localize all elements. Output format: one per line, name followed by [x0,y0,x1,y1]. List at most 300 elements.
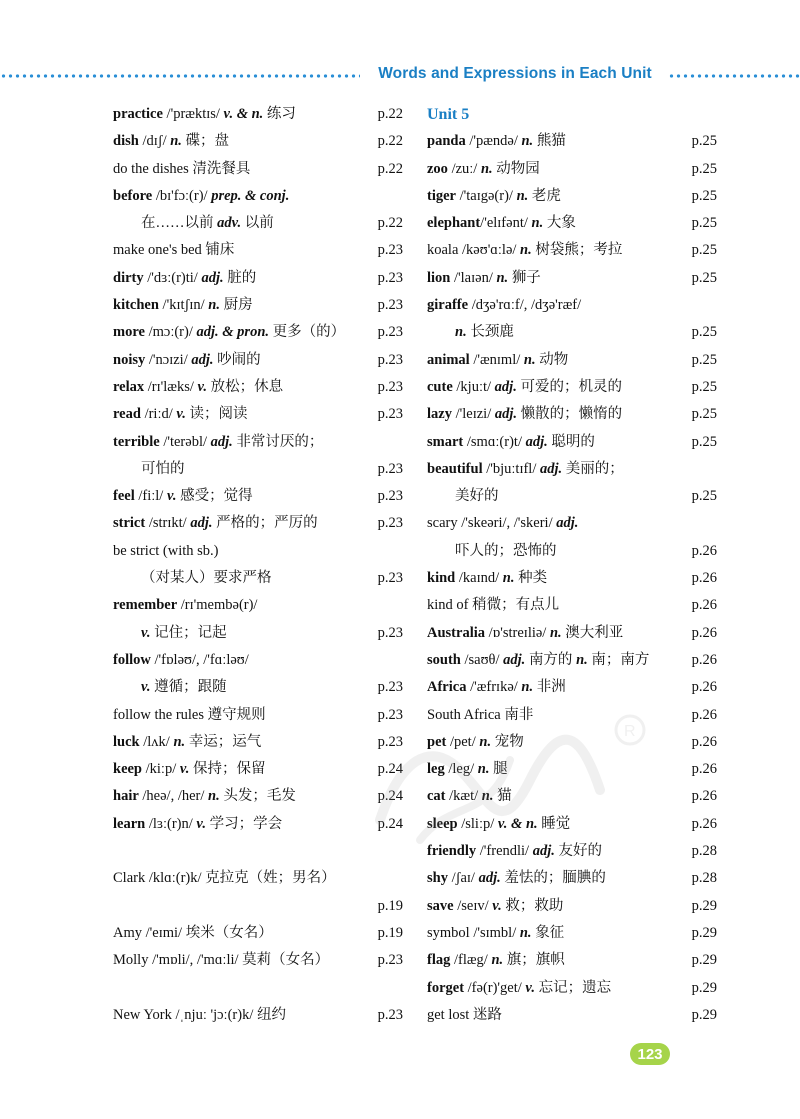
vocabulary-entry [113,483,403,510]
part-of-speech: adj. [201,269,224,286]
headword: animal [427,351,470,368]
entry-text [113,729,261,756]
headword: strict [113,515,146,532]
headword: practice [113,106,163,122]
headword: relax [113,378,145,395]
phonetic: /kaɪnd/ [455,570,503,587]
entry-text [113,538,219,565]
entry-text [427,729,524,756]
vocabulary-entry [113,429,403,456]
part-of-speech: n. [208,297,220,314]
entry-text [113,620,227,647]
meaning: 记住；记起 [150,624,227,641]
page-reference: p.23 [377,515,403,532]
section-header [0,62,800,90]
meaning: 猫 [493,788,512,805]
page-reference: p.25 [691,133,717,150]
headword: more [113,324,145,341]
part-of-speech: v. [166,488,177,505]
page-reference: p.25 [691,406,717,423]
headword: read [113,406,141,423]
phonetic: scary /'skeəri/, /'skeri/ [427,515,557,532]
vocabulary-entry [113,265,403,292]
meaning: 碟；盘 [181,133,230,150]
vocabulary-entry [427,347,717,374]
vocabulary-entry [113,101,403,128]
phonetic: /fiːl/ [134,488,167,505]
vocabulary-entry [113,647,403,674]
vocabulary-entry [427,401,717,428]
phonetic: /'ænɪml/ [469,351,524,368]
vocabulary-entry [113,865,403,892]
entry-text [113,1002,286,1029]
vocabulary-entry [427,620,717,647]
vocabulary-entry [113,374,403,401]
page-reference: p.23 [377,624,403,641]
page-reference: p.23 [377,1006,403,1023]
entry-text [113,456,185,483]
part-of-speech: v. [197,378,208,395]
vocabulary-entry [427,374,717,401]
meaning: 动物园 [492,160,540,177]
page-reference: p.25 [691,160,717,177]
entry-text [113,510,318,537]
entry-text [113,647,249,674]
vocabulary-entry [427,265,717,292]
entry-text [427,265,541,292]
meaning: 忘记；遗忘 [534,979,612,996]
page-reference: p.23 [377,460,403,477]
entry-text [427,647,649,674]
page-reference: p.23 [377,706,403,723]
phonetic: /riːd/ [140,406,177,423]
phonetic: Molly /'mɒli/, /'mɑːli/ 莫莉（女名） [113,952,330,969]
page-reference: p.29 [691,897,717,914]
part-of-speech: v. [196,815,206,832]
vocabulary-entry [427,920,717,947]
vocabulary-entry [113,128,403,155]
vocabulary-entry [427,702,717,729]
vocabulary-entry [427,1002,717,1029]
meaning: 保持；保留 [189,761,266,778]
entry-text [427,156,540,183]
page-reference: p.26 [691,788,717,805]
entry-text [427,783,512,810]
entry-text [427,401,622,428]
meaning: 放松；休息 [207,378,284,395]
headword: feel [113,488,135,505]
phonetic: koala /kəʊ'ɑːlə/ [427,242,521,259]
page-reference: p.26 [691,706,717,723]
entry-text [427,510,578,537]
meaning: 遵循；跟随 [150,679,227,696]
headword: smart [427,433,464,450]
vocabulary-entry [427,456,717,483]
meaning: 老虎 [528,187,561,204]
page-reference: p.25 [691,433,717,450]
entry-text [113,811,282,838]
meaning: 象征 [531,924,565,941]
part-of-speech: adj. [503,651,526,668]
page-reference: p.19 [377,897,403,914]
headword: dish [113,133,139,150]
meaning: 读；阅读 [185,406,248,423]
phonetic: kind of 稍微；有点儿 [427,597,560,614]
vocabulary-entry [427,429,717,456]
entry-text [427,483,499,510]
meaning: 种类 [514,570,548,587]
page-reference: p.22 [377,215,403,232]
entry-text [113,565,272,592]
page-reference: p.23 [377,297,403,314]
headword: tiger [427,187,456,204]
headword: sleep [427,815,458,832]
phonetic: /'dɜː(r)ti/ [143,269,202,286]
phonetic: /'leɪzi/ [451,406,495,423]
page-reference: p.25 [691,215,717,232]
meaning: 南方的 [525,651,577,668]
page-reference: p.24 [377,815,403,832]
vocabulary-entry [113,210,403,237]
page-reference: p.25 [691,269,717,286]
part-of-speech: n. [521,133,534,150]
headword: luck [113,733,140,750]
page-reference: p.23 [377,679,403,696]
vocabulary-entry [427,647,717,674]
page-reference: p.22 [377,106,403,122]
phonetic: /rɪ'læks/ [144,378,198,395]
part-of-speech: n. [549,624,562,641]
entry-text [427,592,559,619]
page-reference: p.25 [691,187,717,204]
vocabulary-entry [113,156,403,183]
entry-text [113,865,336,892]
part-of-speech: v. [179,761,190,778]
vocabulary-entry [427,893,717,920]
phonetic: 可怕的 [141,460,185,477]
entry-text [427,1002,502,1029]
entry-text [427,128,566,155]
page-reference: p.25 [691,324,717,341]
phonetic: follow the rules 遵守规则 [113,706,266,723]
entry-text [427,620,623,647]
meaning: 友好的 [554,843,602,860]
phonetic: /'taɪgə(r)/ [455,187,517,204]
vocabulary-entry [113,756,403,783]
vocabulary-entry [113,401,403,428]
phonetic: /dɪʃ/ [138,133,171,150]
phonetic: /seɪv/ [453,897,493,914]
headword: lion [427,269,451,286]
meaning: 学习；学会 [205,815,283,832]
headword: flag [427,952,451,969]
meaning: 羞怯的；腼腆的 [500,870,606,887]
part-of-speech: n. [480,160,493,177]
vocabulary-entry [427,811,717,838]
part-of-speech: n. [477,761,490,778]
phonetic: /'fɒləʊ/, /'fɑːləʊ/ [150,651,249,668]
page-reference: p.23 [377,952,403,969]
phonetic: /'bjuːtɪfl/ [482,460,540,477]
vocabulary-entry [427,292,717,319]
entry-text [113,374,283,401]
part-of-speech: adj. [191,351,214,368]
meaning: 厨房 [219,297,253,314]
headword: lazy [427,406,452,423]
part-of-speech: n. [481,788,494,805]
vocabulary-entry [427,510,717,537]
entry-text [427,374,622,401]
vocabulary-entry [427,865,717,892]
part-of-speech: adj. [532,843,555,860]
entry-text [427,838,602,865]
entry-text [427,975,611,1002]
page-reference: p.25 [691,378,717,395]
entry-text [427,702,533,729]
phonetic: /lʌk/ [139,733,174,750]
part-of-speech: n. [521,679,534,696]
headword: leg [427,761,445,778]
section-title: Words and Expressions in Each Unit [378,65,652,82]
vocabulary-entry [427,756,717,783]
entry-text [113,483,253,510]
page-reference: p.19 [377,924,403,941]
part-of-speech: n. [496,269,509,286]
vocabulary-entry [113,674,403,701]
meaning: 救；救助 [501,897,564,914]
headword: keep [113,761,142,778]
vocabulary-entry [427,975,717,1002]
part-of-speech: n. [516,187,529,204]
phonetic: /zuː/ [447,160,481,177]
page-reference: p.26 [691,651,717,668]
part-of-speech: v. & n. [497,815,538,832]
phonetic: /saʊθ/ [460,651,504,668]
vocabulary-entry [113,237,403,264]
vocabulary-entry [113,510,403,537]
part-of-speech: v. & n. [223,106,264,122]
meaning: 美丽的； [562,460,624,477]
phonetic: make one's bed 铺床 [113,242,235,259]
phonetic: /bɪ'fɔː(r)/ [152,187,212,204]
phonetic: /flæg/ [450,952,492,969]
headword: pet [427,733,447,750]
part-of-speech: v. [525,979,535,996]
entry-text [427,456,624,483]
page-reference: p.22 [377,160,403,177]
phonetic: /lɜː(r)n/ [145,815,197,832]
entry-text [113,783,296,810]
part-of-speech: adj. [540,460,563,477]
entry-text [113,429,323,456]
vocabulary-entry [113,620,403,647]
part-of-speech: adj. [556,515,579,532]
part-of-speech: adv. [217,215,242,232]
entry-text [427,347,568,374]
entry-text [427,920,564,947]
meaning: 以前 [241,215,274,232]
entry-text [113,128,229,155]
meaning: 树袋熊；考拉 [531,242,623,259]
meaning: 动物 [535,351,569,368]
entry-text [427,756,508,783]
phonetic: /kæt/ [445,788,482,805]
entry-text [113,702,266,729]
headword: beautiful [427,460,483,477]
phonetic: /mɔː(r)/ [144,324,197,341]
entry-text [113,920,273,947]
meaning: 腿 [489,761,508,778]
phonetic: /'pændə/ [465,133,522,150]
part-of-speech: n. [170,133,182,150]
headword: Africa [427,679,467,696]
phonetic: /'æfrɪkə/ [466,679,522,696]
phonetic: /ɒ'streɪliə/ [485,624,550,641]
vocabulary-entry [113,947,403,974]
phonetic: /'frendli/ [476,843,533,860]
page-reference: p.26 [691,761,717,778]
headword: cute [427,378,453,395]
phonetic: /pet/ [446,733,480,750]
part-of-speech: adj. [190,515,213,532]
entry-text [427,538,557,565]
entry-text [427,811,570,838]
entry-text [113,183,289,210]
vocabulary-entry [427,674,717,701]
vocabulary-entry [113,702,403,729]
entry-text [427,183,561,210]
page-reference: p.23 [377,269,403,286]
vocabulary-entry [427,237,717,264]
vocabulary-entry [113,592,403,619]
vocabulary-entry [427,483,717,510]
spacer [113,838,403,865]
vocabulary-entry [427,183,717,210]
meaning: 澳大利亚 [561,624,624,641]
right-vocabulary-column [427,101,717,1029]
entry-text [427,237,622,264]
unit-heading-text: Unit 5 [427,106,470,123]
entry-text [113,674,227,701]
part-of-speech: n. [520,242,532,259]
entry-text [427,292,581,319]
meaning: 严格的；严厉的 [212,515,318,532]
entry-text [113,156,250,183]
part-of-speech: adj. [210,433,233,450]
entry-text [427,947,565,974]
entry-text [113,265,256,292]
entry-text [427,674,566,701]
headword: dirty [113,269,144,286]
part-of-speech: n. [479,733,492,750]
phonetic: （对某人）要求严格 [141,570,272,587]
dotted-rule-left [0,74,360,78]
vocabulary-entry [113,456,403,483]
page-reference: p.23 [377,324,403,341]
headword: Australia [427,624,485,641]
part-of-speech: n. [523,351,536,368]
phonetic: Amy /'eɪmi/ 埃米（女名） [113,924,273,941]
headword: forget [427,979,465,996]
part-of-speech: n. [173,733,186,750]
entry-text [427,565,547,592]
meaning: 脏的 [223,269,257,286]
meaning: 旗；旗帜 [503,952,565,969]
vocabulary-entry [427,538,717,565]
spacer [113,975,403,1002]
part-of-speech: adj. [494,406,518,423]
meaning: 长颈鹿 [466,324,514,341]
page-reference: p.28 [691,870,717,887]
vocabulary-entry [113,183,403,210]
phonetic: /kiːp/ [142,761,180,778]
phonetic: /leg/ [444,761,478,778]
unit-heading [427,101,717,128]
meaning: 睡觉 [537,815,571,832]
page-reference: p.26 [691,733,717,750]
entry-text [427,865,606,892]
page-reference: p.23 [377,570,403,587]
part-of-speech: n. [491,952,504,969]
phonetic: symbol /'sɪmbl/ [427,924,520,941]
vocabulary-entry [113,893,403,920]
headword: zoo [427,160,448,177]
part-of-speech: n. [208,788,220,805]
phonetic: /smɑː(r)t/ [463,433,526,450]
page-reference: p.23 [377,242,403,259]
meaning: 吵闹的 [213,351,261,368]
phonetic: /dʒə'rɑːf/, /dʒə'ræf/ [468,297,582,314]
phonetic: /'terəbl/ [159,433,211,450]
headword: south [427,651,461,668]
part-of-speech: v. [492,897,502,914]
part-of-speech: n. [455,324,467,341]
meaning: 感受；觉得 [176,488,253,505]
vocabulary-entry [427,947,717,974]
phonetic: get lost 迷路 [427,1006,502,1023]
entry-text [113,756,266,783]
headword: save [427,897,454,914]
vocabulary-entry [113,565,403,592]
page-reference: p.26 [691,570,717,587]
headword: before [113,187,153,204]
headword: kitchen [113,297,159,314]
part-of-speech: v. [141,679,151,696]
entry-text [113,237,234,264]
headword: learn [113,815,146,832]
meaning: 练习 [263,106,296,122]
headword: elephant [427,215,481,232]
phonetic: be strict (with sb.) [113,542,219,559]
part-of-speech: n. [576,651,588,668]
vocabulary-entry [427,592,717,619]
part-of-speech: n. [519,924,532,941]
headword: giraffe [427,297,469,314]
meaning: 南；南方 [587,651,650,668]
entry-text [113,347,261,374]
headword: friendly [427,843,477,860]
headword: follow [113,651,151,668]
page-reference: p.29 [691,1006,717,1023]
vocabulary-entry [113,811,403,838]
part-of-speech: n. [531,215,544,232]
phonetic: 在……以前 [141,215,218,232]
page-reference: p.26 [691,542,717,559]
vocabulary-entry [113,783,403,810]
page-reference: p.28 [691,843,717,860]
meaning: 大象 [543,215,576,232]
page-reference: p.26 [691,815,717,832]
